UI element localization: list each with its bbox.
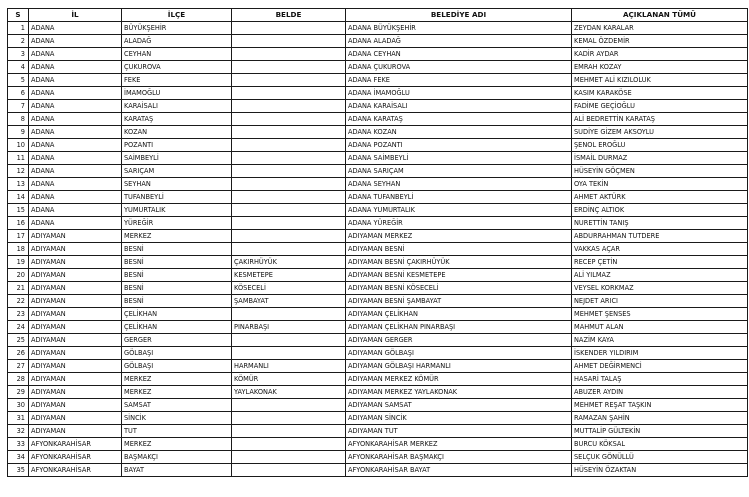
aciklanan-tumu-cell: RAMAZAN ŞAHİN: [572, 412, 748, 425]
il-cell: ADIYAMAN: [29, 243, 122, 256]
belediye-adi-cell: ADIYAMAN GÖLBAŞI: [346, 347, 572, 360]
il-cell: ADANA: [29, 165, 122, 178]
aciklanan-tumu-cell: ALİ BEDRETTİN KARATAŞ: [572, 113, 748, 126]
table-row: [8, 139, 748, 152]
belde-cell: [232, 412, 346, 425]
belediye-adi-cell: AFYONKARAHİSAR BAŞMAKÇI: [346, 451, 572, 464]
belde-cell: [232, 191, 346, 204]
belde-cell: KÖMÜR: [232, 373, 346, 386]
belde-cell: KÖSECELİ: [232, 282, 346, 295]
il-cell: ADIYAMAN: [29, 347, 122, 360]
il-cell: ADIYAMAN: [29, 282, 122, 295]
row-number-cell: 14: [8, 191, 29, 204]
table-row: [8, 295, 748, 308]
ilce-cell: BÜYÜKŞEHİR: [122, 22, 232, 35]
results-spreadsheet: [7, 8, 748, 477]
aciklanan-tumu-cell: İSMAİL DURMAZ: [572, 152, 748, 165]
ilce-cell: BAYAT: [122, 464, 232, 477]
belediye-adi-cell: ADIYAMAN BESNİ ŞAMBAYAT: [346, 295, 572, 308]
belediye-adi-cell: ADANA SARIÇAM: [346, 165, 572, 178]
row-number-cell: 4: [8, 61, 29, 74]
belde-cell: [232, 399, 346, 412]
ilce-cell: BESNİ: [122, 295, 232, 308]
belde-cell: HARMANLI: [232, 360, 346, 373]
ilce-cell: BESNİ: [122, 282, 232, 295]
row-number-cell: 10: [8, 139, 29, 152]
belde-cell: [232, 243, 346, 256]
table-row: [8, 386, 748, 399]
ilce-cell: SAİMBEYLİ: [122, 152, 232, 165]
il-cell: ADANA: [29, 100, 122, 113]
belediye-adi-cell: ADIYAMAN SİNCİK: [346, 412, 572, 425]
belde-cell: YAYLAKONAK: [232, 386, 346, 399]
aciklanan-tumu-cell: ALİ YILMAZ: [572, 269, 748, 282]
aciklanan-tumu-cell: SUDİYE GİZEM AKSOYLU: [572, 126, 748, 139]
belde-cell: [232, 113, 346, 126]
ilce-cell: SARIÇAM: [122, 165, 232, 178]
il-cell: ADIYAMAN: [29, 412, 122, 425]
ilce-cell: YUMURTALIK: [122, 204, 232, 217]
belediye-adi-cell: ADANA KARATAŞ: [346, 113, 572, 126]
row-number-cell: 25: [8, 334, 29, 347]
aciklanan-tumu-cell: ZEYDAN KARALAR: [572, 22, 748, 35]
belediye-adi-cell: ADANA ALADAĞ: [346, 35, 572, 48]
belediye-adi-cell: ADIYAMAN GERGER: [346, 334, 572, 347]
table-row: [8, 347, 748, 360]
ilce-cell: KARAİSALI: [122, 100, 232, 113]
belediye-adi-cell: ADANA SAİMBEYLİ: [346, 152, 572, 165]
column-header-aciklanan-tumu: AÇIKLANAN TÜMÜ: [572, 9, 748, 22]
ilce-cell: GÖLBAŞI: [122, 347, 232, 360]
belediye-adi-cell: ADIYAMAN GÖLBAŞI HARMANLI: [346, 360, 572, 373]
ilce-cell: BESNİ: [122, 243, 232, 256]
ilce-cell: ÇELİKHAN: [122, 308, 232, 321]
belediye-adi-cell: AFYONKARAHİSAR BAYAT: [346, 464, 572, 477]
row-number-cell: 31: [8, 412, 29, 425]
aciklanan-tumu-cell: KEMAL ÖZDEMİR: [572, 35, 748, 48]
row-number-cell: 28: [8, 373, 29, 386]
il-cell: AFYONKARAHİSAR: [29, 438, 122, 451]
il-cell: ADANA: [29, 35, 122, 48]
aciklanan-tumu-cell: AHMET DEĞİRMENCİ: [572, 360, 748, 373]
aciklanan-tumu-cell: ERDİNÇ ALTIOK: [572, 204, 748, 217]
table-row: [8, 217, 748, 230]
belde-cell: [232, 425, 346, 438]
row-number-cell: 6: [8, 87, 29, 100]
aciklanan-tumu-cell: KADİR AYDAR: [572, 48, 748, 61]
belediye-adi-cell: ADANA POZANTI: [346, 139, 572, 152]
il-cell: ADIYAMAN: [29, 256, 122, 269]
row-number-cell: 20: [8, 269, 29, 282]
il-cell: ADIYAMAN: [29, 425, 122, 438]
belde-cell: [232, 178, 346, 191]
belde-cell: [232, 22, 346, 35]
il-cell: ADANA: [29, 191, 122, 204]
aciklanan-tumu-cell: İSKENDER YILDIRIM: [572, 347, 748, 360]
aciklanan-tumu-cell: NURETTİN TANIŞ: [572, 217, 748, 230]
aciklanan-tumu-cell: NAZİM KAYA: [572, 334, 748, 347]
belde-cell: [232, 100, 346, 113]
ilce-cell: YÜREĞİR: [122, 217, 232, 230]
belediye-adi-cell: AFYONKARAHİSAR MERKEZ: [346, 438, 572, 451]
aciklanan-tumu-cell: HÜSEYİN GÖÇMEN: [572, 165, 748, 178]
il-cell: ADIYAMAN: [29, 308, 122, 321]
row-number-cell: 23: [8, 308, 29, 321]
belde-cell: [232, 35, 346, 48]
belediye-adi-cell: ADIYAMAN BESNİ KÖSECELİ: [346, 282, 572, 295]
il-cell: AFYONKARAHİSAR: [29, 464, 122, 477]
belde-cell: [232, 165, 346, 178]
belde-cell: [232, 217, 346, 230]
table-row: [8, 230, 748, 243]
ilce-cell: TUFANBEYLİ: [122, 191, 232, 204]
table-row: [8, 412, 748, 425]
aciklanan-tumu-cell: VAKKAS AÇAR: [572, 243, 748, 256]
belde-cell: [232, 451, 346, 464]
ilce-cell: BESNİ: [122, 256, 232, 269]
belediye-adi-cell: ADANA KOZAN: [346, 126, 572, 139]
table-row: [8, 321, 748, 334]
row-number-cell: 26: [8, 347, 29, 360]
il-cell: ADANA: [29, 152, 122, 165]
ilce-cell: MERKEZ: [122, 438, 232, 451]
row-number-cell: 17: [8, 230, 29, 243]
aciklanan-tumu-cell: HÜSEYİN ÖZAKTAN: [572, 464, 748, 477]
table-row: [8, 425, 748, 438]
row-number-cell: 29: [8, 386, 29, 399]
il-cell: ADANA: [29, 48, 122, 61]
column-header-belde: BELDE: [232, 9, 346, 22]
row-number-cell: 22: [8, 295, 29, 308]
belde-cell: ŞAMBAYAT: [232, 295, 346, 308]
belediye-adi-cell: ADIYAMAN ÇELİKHAN PINARBAŞI: [346, 321, 572, 334]
belde-cell: PINARBAŞI: [232, 321, 346, 334]
belediye-adi-cell: ADANA FEKE: [346, 74, 572, 87]
belediye-adi-cell: ADANA TUFANBEYLİ: [346, 191, 572, 204]
belediye-adi-cell: ADANA BÜYÜKŞEHİR: [346, 22, 572, 35]
table-row: [8, 87, 748, 100]
table-row: [8, 308, 748, 321]
table-row: [8, 35, 748, 48]
belde-cell: [232, 230, 346, 243]
row-number-cell: 9: [8, 126, 29, 139]
table-row: [8, 126, 748, 139]
table-row: [8, 204, 748, 217]
row-number-cell: 1: [8, 22, 29, 35]
belde-cell: [232, 334, 346, 347]
aciklanan-tumu-cell: FADİME GEÇİOĞLU: [572, 100, 748, 113]
aciklanan-tumu-cell: MEHMET ALİ KIZILOLUK: [572, 74, 748, 87]
ilce-cell: MERKEZ: [122, 373, 232, 386]
row-number-cell: 3: [8, 48, 29, 61]
belde-cell: [232, 204, 346, 217]
row-number-cell: 13: [8, 178, 29, 191]
ilce-cell: MERKEZ: [122, 230, 232, 243]
aciklanan-tumu-cell: NEJDET ARICI: [572, 295, 748, 308]
belde-cell: [232, 74, 346, 87]
aciklanan-tumu-cell: EMRAH KOZAY: [572, 61, 748, 74]
aciklanan-tumu-cell: AHMET AKTÜRK: [572, 191, 748, 204]
table-row: [8, 269, 748, 282]
il-cell: ADANA: [29, 113, 122, 126]
aciklanan-tumu-cell: BURCU KÖKSAL: [572, 438, 748, 451]
il-cell: ADIYAMAN: [29, 269, 122, 282]
belediye-adi-cell: ADANA ÇUKUROVA: [346, 61, 572, 74]
belde-cell: ÇAKIRHÜYÜK: [232, 256, 346, 269]
belde-cell: [232, 152, 346, 165]
row-number-cell: 21: [8, 282, 29, 295]
header-row: [8, 9, 748, 22]
ilce-cell: GERGER: [122, 334, 232, 347]
row-number-cell: 32: [8, 425, 29, 438]
aciklanan-tumu-cell: MUTTALİP GÜLTEKİN: [572, 425, 748, 438]
ilce-cell: SAMSAT: [122, 399, 232, 412]
il-cell: ADIYAMAN: [29, 230, 122, 243]
belediye-adi-cell: ADANA YUMURTALIK: [346, 204, 572, 217]
il-cell: ADIYAMAN: [29, 334, 122, 347]
aciklanan-tumu-cell: SELÇUK GÖNÜLLÜ: [572, 451, 748, 464]
row-number-cell: 27: [8, 360, 29, 373]
aciklanan-tumu-cell: HASARİ TALAŞ: [572, 373, 748, 386]
ilce-cell: GÖLBAŞI: [122, 360, 232, 373]
column-header-s: S: [8, 9, 29, 22]
table-row: [8, 399, 748, 412]
il-cell: ADANA: [29, 87, 122, 100]
belde-cell: [232, 61, 346, 74]
il-cell: ADANA: [29, 22, 122, 35]
ilce-cell: SİNCİK: [122, 412, 232, 425]
table-row: [8, 22, 748, 35]
row-number-cell: 35: [8, 464, 29, 477]
ilce-cell: SEYHAN: [122, 178, 232, 191]
belediye-adi-cell: ADIYAMAN BESNİ ÇAKIRHÜYÜK: [346, 256, 572, 269]
belediye-adi-cell: ADIYAMAN SAMSAT: [346, 399, 572, 412]
ilce-cell: ÇELİKHAN: [122, 321, 232, 334]
il-cell: ADIYAMAN: [29, 295, 122, 308]
belde-cell: [232, 87, 346, 100]
aciklanan-tumu-cell: ŞENOL EROĞLU: [572, 139, 748, 152]
belediye-adi-cell: ADANA YÜREĞİR: [346, 217, 572, 230]
column-header-belediye-adi: BELEDİYE ADI: [346, 9, 572, 22]
il-cell: ADANA: [29, 139, 122, 152]
belde-cell: [232, 308, 346, 321]
ilce-cell: POZANTI: [122, 139, 232, 152]
ilce-cell: TUT: [122, 425, 232, 438]
belde-cell: [232, 464, 346, 477]
belediye-adi-cell: ADANA SEYHAN: [346, 178, 572, 191]
row-number-cell: 2: [8, 35, 29, 48]
ilce-cell: ALADAĞ: [122, 35, 232, 48]
il-cell: ADANA: [29, 204, 122, 217]
table-row: [8, 74, 748, 87]
ilce-cell: BAŞMAKÇI: [122, 451, 232, 464]
row-number-cell: 16: [8, 217, 29, 230]
il-cell: ADIYAMAN: [29, 321, 122, 334]
aciklanan-tumu-cell: ABUZER AYDIN: [572, 386, 748, 399]
row-number-cell: 8: [8, 113, 29, 126]
aciklanan-tumu-cell: RECEP ÇETİN: [572, 256, 748, 269]
row-number-cell: 11: [8, 152, 29, 165]
row-number-cell: 24: [8, 321, 29, 334]
ilce-cell: İMAMOĞLU: [122, 87, 232, 100]
row-number-cell: 18: [8, 243, 29, 256]
table-row: [8, 152, 748, 165]
table-body: [8, 22, 748, 477]
belde-cell: [232, 126, 346, 139]
aciklanan-tumu-cell: KASIM KARAKÖSE: [572, 87, 748, 100]
belediye-adi-cell: ADIYAMAN MERKEZ: [346, 230, 572, 243]
aciklanan-tumu-cell: MEHMET ŞENSES: [572, 308, 748, 321]
belde-cell: [232, 438, 346, 451]
il-cell: ADANA: [29, 126, 122, 139]
table-row: [8, 113, 748, 126]
belde-cell: [232, 48, 346, 61]
election-results-table: [7, 8, 748, 477]
belediye-adi-cell: ADANA KARAİSALI: [346, 100, 572, 113]
belediye-adi-cell: ADIYAMAN MERKEZ KÖMÜR: [346, 373, 572, 386]
aciklanan-tumu-cell: MEHMET REŞAT TAŞKIN: [572, 399, 748, 412]
ilce-cell: MERKEZ: [122, 386, 232, 399]
belde-cell: [232, 139, 346, 152]
belediye-adi-cell: ADIYAMAN MERKEZ YAYLAKONAK: [346, 386, 572, 399]
il-cell: ADIYAMAN: [29, 386, 122, 399]
ilce-cell: CEYHAN: [122, 48, 232, 61]
il-cell: ADANA: [29, 61, 122, 74]
il-cell: ADIYAMAN: [29, 360, 122, 373]
column-header-ilce: İLÇE: [122, 9, 232, 22]
row-number-cell: 34: [8, 451, 29, 464]
table-row: [8, 464, 748, 477]
row-number-cell: 33: [8, 438, 29, 451]
il-cell: ADIYAMAN: [29, 373, 122, 386]
row-number-cell: 7: [8, 100, 29, 113]
belediye-adi-cell: ADIYAMAN ÇELİKHAN: [346, 308, 572, 321]
il-cell: AFYONKARAHİSAR: [29, 451, 122, 464]
row-number-cell: 15: [8, 204, 29, 217]
row-number-cell: 12: [8, 165, 29, 178]
aciklanan-tumu-cell: OYA TEKİN: [572, 178, 748, 191]
il-cell: ADANA: [29, 74, 122, 87]
aciklanan-tumu-cell: ABDURRAHMAN TUTDERE: [572, 230, 748, 243]
table-row: [8, 360, 748, 373]
aciklanan-tumu-cell: VEYSEL KORKMAZ: [572, 282, 748, 295]
table-row: [8, 451, 748, 464]
table-row: [8, 373, 748, 386]
il-cell: ADIYAMAN: [29, 399, 122, 412]
belde-cell: [232, 347, 346, 360]
row-number-cell: 19: [8, 256, 29, 269]
il-cell: ADANA: [29, 217, 122, 230]
belediye-adi-cell: ADANA CEYHAN: [346, 48, 572, 61]
belediye-adi-cell: ADIYAMAN TUT: [346, 425, 572, 438]
table-row: [8, 243, 748, 256]
aciklanan-tumu-cell: MAHMUT ALAN: [572, 321, 748, 334]
table-row: [8, 178, 748, 191]
table-row: [8, 282, 748, 295]
table-row: [8, 334, 748, 347]
ilce-cell: KARATAŞ: [122, 113, 232, 126]
column-header-il: İL: [29, 9, 122, 22]
table-row: [8, 61, 748, 74]
row-number-cell: 5: [8, 74, 29, 87]
ilce-cell: KOZAN: [122, 126, 232, 139]
table-row: [8, 48, 748, 61]
il-cell: ADANA: [29, 178, 122, 191]
belediye-adi-cell: ADIYAMAN BESNİ KESMETEPE: [346, 269, 572, 282]
table-row: [8, 438, 748, 451]
ilce-cell: ÇUKUROVA: [122, 61, 232, 74]
table-row: [8, 191, 748, 204]
table-row: [8, 100, 748, 113]
belediye-adi-cell: ADANA İMAMOĞLU: [346, 87, 572, 100]
row-number-cell: 30: [8, 399, 29, 412]
belde-cell: KESMETEPE: [232, 269, 346, 282]
table-row: [8, 165, 748, 178]
ilce-cell: FEKE: [122, 74, 232, 87]
table-row: [8, 256, 748, 269]
belediye-adi-cell: ADIYAMAN BESNİ: [346, 243, 572, 256]
ilce-cell: BESNİ: [122, 269, 232, 282]
